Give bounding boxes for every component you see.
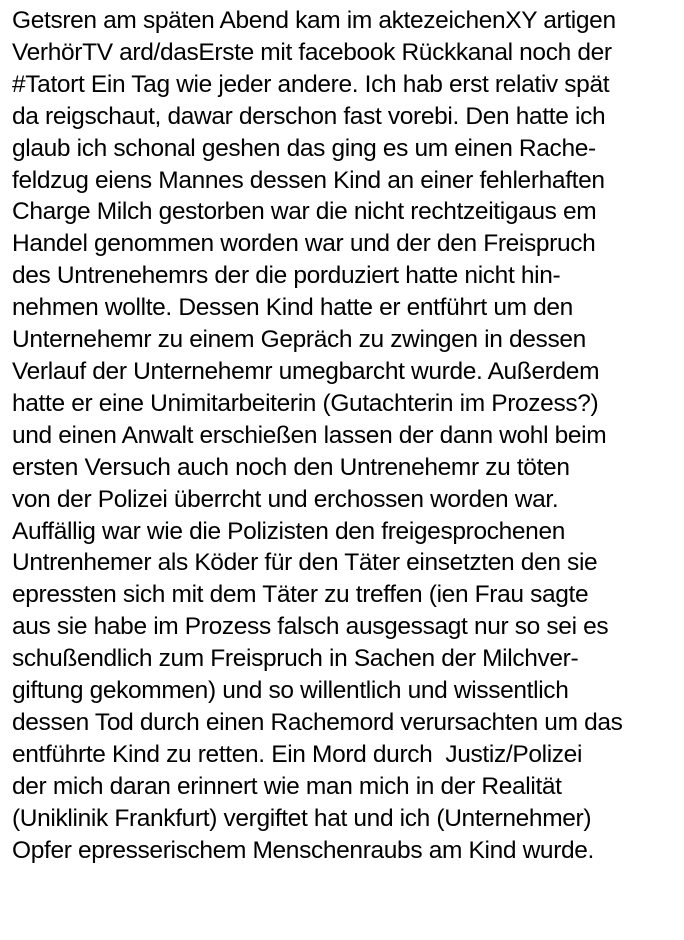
text-line: Opfer epresserischem Menschenraubs am Kind wurde. [12, 836, 595, 864]
text-line: Auffällig war wie die Polizisten den freigesprochenen [12, 517, 566, 545]
text-line: schußendlich zum Freispruch in Sachen der Milchver- [12, 645, 579, 673]
text-line: und einen Anwalt erschießen lassen der dann wohl beim [12, 421, 607, 449]
text-line: Verlauf der Unternehemr umegbarcht wurde. Außerdem [12, 357, 600, 385]
text-line: aus sie habe im Prozess falsch ausgessagt nur so sei es [12, 613, 609, 641]
text-line: #Tatort Ein Tag wie jeder andere. Ich hab erst relativ spät [12, 70, 610, 98]
text-line: giftung gekommen) und so willentlich und wissentlich [12, 677, 569, 705]
text-line: da reigschaut, dawar derschon fast vorebi. Den hatte ich [12, 102, 606, 130]
text-line: ersten Versuch auch noch den Untrenehemr zu töten [12, 453, 570, 481]
text-line: feldzug eiens Mannes dessen Kind an einer fehlerhaften [12, 166, 605, 194]
text-line: nehmen wollte. Dessen Kind hatte er entführt um den [12, 294, 573, 322]
text-line: des Untrenehemrs der die porduziert hatte nicht hin- [12, 262, 561, 290]
text-line: der mich daran erinnert wie man mich in der Realität [12, 772, 562, 800]
text-line: Unternehemr zu einem Gepräch zu zwingen in dessen [12, 326, 586, 354]
text-line: Charge Milch gestorben war die nicht rechtzeitigaus em [12, 198, 597, 226]
text-line: glaub ich schonal geshen das ging es um einen Rache- [12, 134, 596, 162]
text-line: dessen Tod durch einen Rachemord verursachten um das [12, 708, 623, 736]
text-line: VerhörTV ard/dasErste mit facebook Rückkanal noch der [12, 38, 612, 66]
body-text [12, 5, 684, 866]
text-line: hatte er eine Unimitarbeiterin (Gutachterin im Prozess?) [12, 389, 599, 417]
text-line: epressten sich mit dem Täter zu treffen (ien Frau sagte [12, 581, 589, 609]
text-line: Untrenhemer als Köder für den Täter einsetzten den sie [12, 549, 598, 577]
text-line: (Uniklinik Frankfurt) vergiftet hat und ich (Unternehmer) [12, 804, 592, 832]
text-line: Handel genommen worden war und der den Freispruch [12, 230, 596, 258]
text-line: entführte Kind zu retten. Ein Mord durch Justiz/Polizei [12, 740, 583, 768]
text-line: Getsren am späten Abend kam im aktezeichenXY artigen [12, 7, 616, 34]
text-line: von der Polizei überrcht und erchossen worden war. [12, 485, 559, 513]
